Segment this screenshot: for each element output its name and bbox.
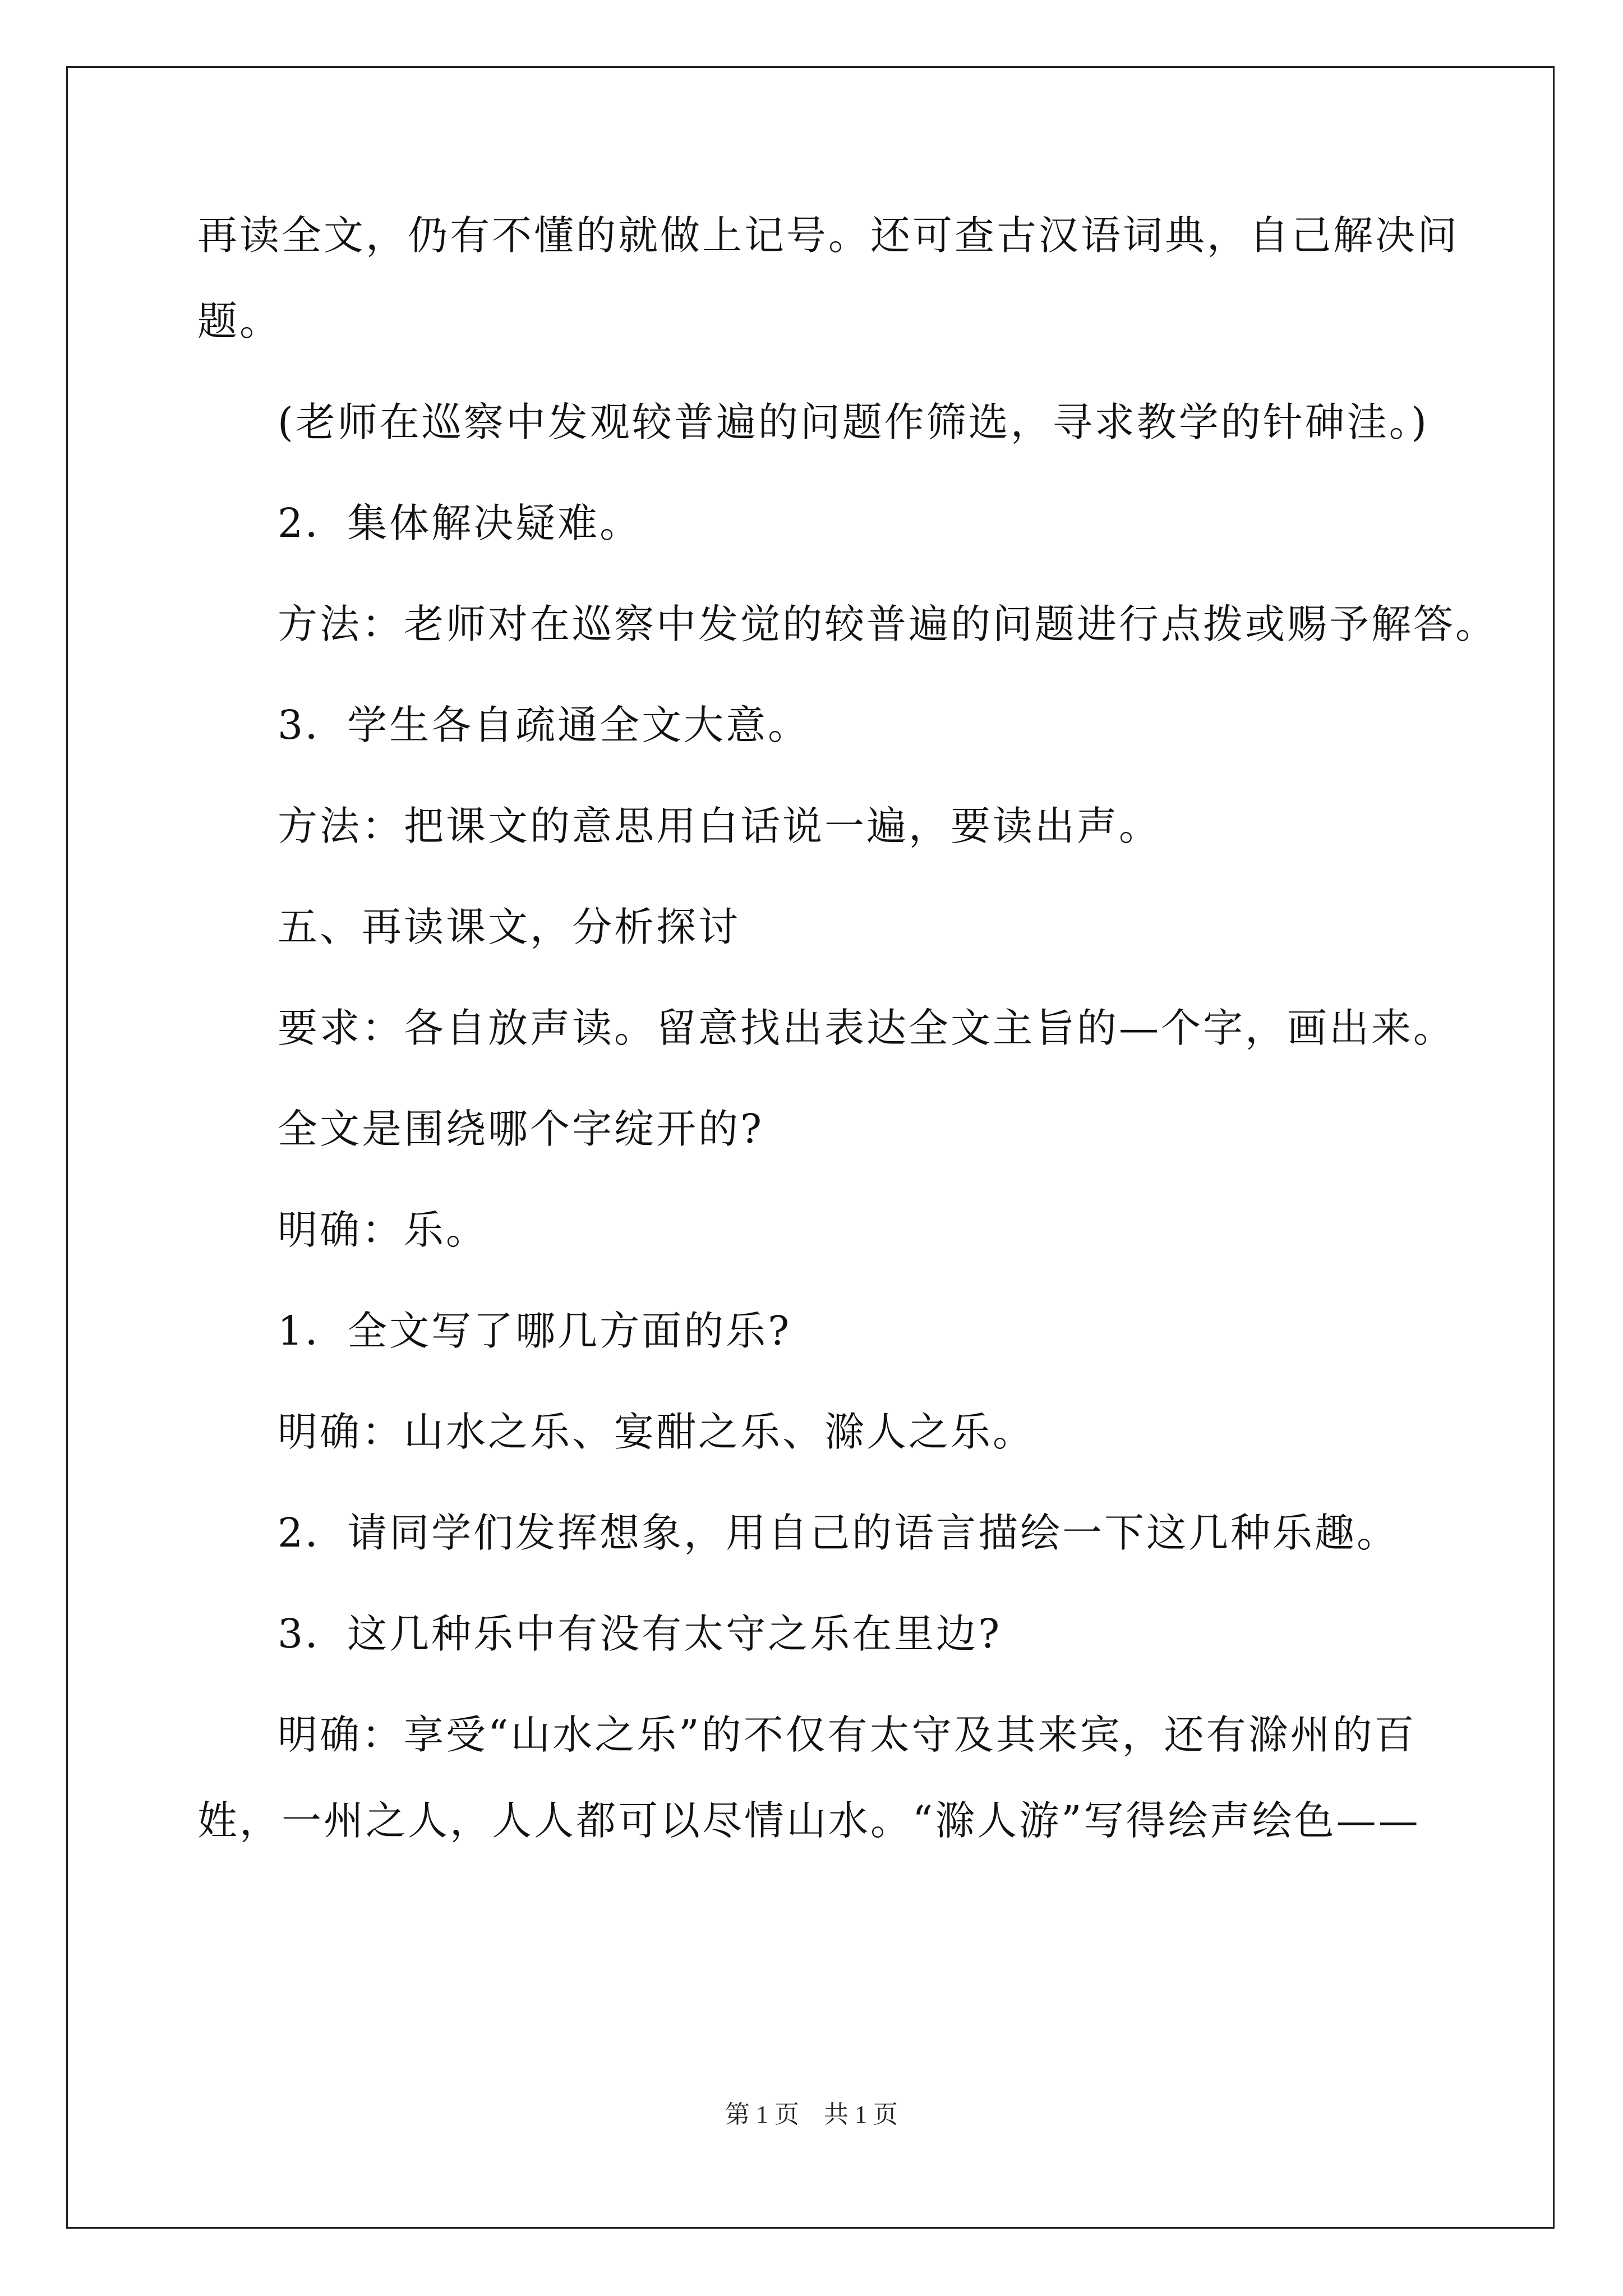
paragraph-line: 1．全文写了哪几方面的乐? xyxy=(278,1308,792,1354)
paragraph-line: 明确：山水之乐、宴酣之乐、滁人之乐。 xyxy=(278,1409,1035,1455)
paragraph-line: 姓，一州之人，人人都可以尽情山水。“滁人游”写得绘声绘色—— xyxy=(197,1797,1421,1844)
paragraph-line: 方法：把课文的意思用白话说一遍，要读出声。 xyxy=(278,803,1161,849)
paragraph-line: 题。 xyxy=(197,298,282,344)
paragraph-line: (老师在巡察中发观较普遍的问题作筛选，寻求教学的针砷洼。) xyxy=(278,399,1429,445)
paragraph-line: 2．请同学们发挥想象，用自己的语言描绘一下这几种乐趣。 xyxy=(278,1510,1399,1556)
paragraph-line: 方法：老师对在巡察中发觉的较普遍的问题进行点拨或赐予解答。 xyxy=(278,601,1498,647)
section-heading: 五、再读课文，分析探讨 xyxy=(278,904,741,950)
paragraph-line: 明确：乐。 xyxy=(278,1207,488,1253)
paragraph-line: 明确：享受“山水之乐”的不仅有太守及其来宾，还有滁州的百 xyxy=(278,1711,1417,1758)
paragraph-line: 3．学生各自疏通全文大意。 xyxy=(278,702,810,748)
paragraph-line: 要求：各自放声读。留意找出表达全文主旨的—个字，画出来。 xyxy=(278,1005,1456,1051)
paragraph-line: 2．集体解决疑难。 xyxy=(278,500,642,546)
paragraph-line: 3．这几种乐中有没有太守之乐在里边? xyxy=(278,1611,1002,1657)
page-number: 第 1 页 共 1 页 xyxy=(725,2101,898,2128)
paragraph-line: 全文是围绕哪个字绽开的? xyxy=(278,1106,764,1152)
paragraph-line: 再读全文，仍有不懂的就做上记号。还可查古汉语词典，自己解决问 xyxy=(197,212,1460,259)
